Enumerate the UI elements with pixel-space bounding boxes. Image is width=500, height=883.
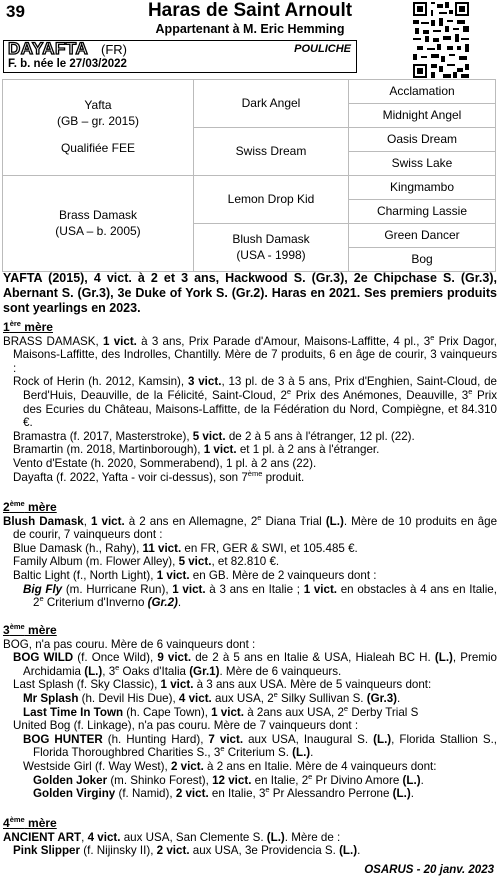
list-item: Family Album (m. Flower Alley), 5 vict., et 82.810 €. [13, 555, 280, 569]
list-item: BOG WILD (f. Once Wild), 9 vict. de 2 à 5 ans en Italie & USA, Hialeah BC H. (L.), Premio Archidamia (L.), 3e Oaks d'Italia (Gr.1). Mère de 6 vainqueurs. [13, 651, 497, 678]
pedigree-ss-sire: Acclamation [349, 80, 496, 104]
pedigree-sire-dam: Swiss Dream [194, 128, 349, 176]
horse-sex: POULICHE [294, 43, 351, 55]
second-dam-section [3, 501, 497, 610]
horse-country: (FR) [101, 42, 127, 57]
list-item: Baltic Light (f., North Light), 1 vict. en GB. Mère de 2 vainqueurs dont : [13, 568, 377, 582]
list-item: Bramastra (f. 2017, Masterstroke), 5 vict. de 2 à 5 ans à l'étranger, 12 pl. (22). [13, 429, 415, 443]
list-item: Bramartin (m. 2018, Martinborough), 1 vict. et 1 pl. à 2 ans à l'étranger. [13, 443, 380, 457]
pedigree-sire-sire: Dark Angel [194, 80, 349, 128]
first-dam-section [3, 321, 497, 484]
list-item: Blue Damask (h., Rahy), 11 vict. en FR, GER & SWI, et 105.485 €. [13, 541, 358, 555]
owner-line: Appartenant à M. Eric Hemming [155, 22, 345, 36]
list-item: Vento d'Estate (h. 2020, Sommerabend), 1 pl. à 2 ans (22). [13, 456, 317, 470]
pedigree-sd-dam: Swiss Lake [349, 152, 496, 176]
section-heading: 3ème mère [3, 622, 57, 637]
section-heading: 2ème mère [3, 499, 57, 514]
horse-name: DAYAFTA [8, 39, 89, 58]
pedigree-ds-dam: Charming Lassie [349, 200, 496, 224]
third-dam-section [3, 624, 497, 801]
birth-line: F. b. née le 27/03/2022 [8, 58, 127, 70]
pedigree-dd-dam: Bog [349, 248, 496, 272]
list-item: United Bog (f. Linkage), n'a pas couru. Mère de 7 vainqueurs dont : [13, 719, 359, 733]
list-item: Big Fly (m. Hurricane Run), 1 vict. à 3 ans en Italie ; 1 vict. en obstacles à 4 ans en Italie, 2e Criterium d'Inverno (Gr.2). [23, 582, 497, 610]
pedigree-ds-sire: Kingmambo [349, 176, 496, 200]
stud-name: Haras de Saint Arnoult [147, 0, 353, 21]
list-item: Last Time In Town (h. Cape Town), 1 vict. à 2ans aux USA, 2e Derby Trial S [23, 703, 419, 719]
footer-credit: OSARUS - 20 janv. 2023 [364, 864, 494, 876]
lot-number: 39 [6, 2, 25, 21]
horse-name-box [3, 40, 357, 73]
pedigree-dam: Brass Damask (USA – b. 2005) [3, 176, 194, 272]
fourth-dam-section [3, 817, 497, 858]
list-item: BRASS DAMASK, 1 vict. à 3 ans, Prix Parade d'Amour, Maisons-Laffitte, 4 pl., 3e Prix Dagor, Maisons-Laffitte, des Indrolles, Chantilly. Mère de 7 produits, 6 en âge de courir, 3 vainqueurs : [3, 332, 497, 375]
list-item: Rock of Herin (h. 2012, Kamsin), 3 vict., 13 pl. de 3 à 5 ans, Prix d'Enghien, Saint-Cloud, de Berd'Huis, Deauville, de la Félicité, Saint-Cloud, 2e Prix des Anémones, Deauville, 3e Prix des Ecuries du Château, Maisons-Laffitte, de la Fédération du Nord, Compiègne, et 84.310 €. [13, 375, 497, 430]
pedigree-dd-sire: Green Dancer [349, 224, 496, 248]
list-item: ANCIENT ART, 4 vict. aux USA, San Clemente S. (L.). Mère de : [3, 830, 341, 844]
list-item: Mr Splash (h. Devil His Due), 4 vict. aux USA, 2e Silky Sullivan S. (Gr.3). [23, 690, 401, 705]
list-item: Westside Girl (f. Way West), 2 vict. à 2 ans en Italie. Mère de 4 vainqueurs dont: [23, 759, 437, 773]
list-item: Golden Virginy (f. Namid), 2 vict. en Italie, 3e Pr Alessandro Perrone (L.). [33, 785, 414, 801]
list-item: BOG HUNTER (h. Hunting Hard), 7 vict. aux USA, Inaugural S. (L.), Florida Stallion S., Florida Thoroughbred Charities S., 3e Criterium S. (L.). [23, 732, 498, 760]
pedigree-sd-sire: Oasis Dream [349, 128, 496, 152]
list-item: Dayafta (f. 2022, Yafta - voir ci-dessus), son 7ème produit. [13, 468, 305, 484]
list-item: Pink Slipper (f. Nijinsky II), 2 vict. aux USA, 3e Providencia S. (L.). [13, 844, 361, 858]
pedigree-dam-dam: Blush Damask (USA - 1998) [194, 224, 349, 272]
section-heading: 4ème mère [3, 815, 57, 830]
pedigree-sire: Yafta (GB – gr. 2015) Qualifiée FEE [3, 80, 194, 176]
section-heading: 1ère mère [3, 319, 53, 334]
list-item: Blush Damask, 1 vict. à 2 ans en Allemagne, 2e Diana Trial (L.). Mère de 10 produits en âge de courir, 7 vainqueurs dont : [3, 512, 498, 542]
list-item: Last Splash (f. Sky Classic), 1 vict. à 3 ans aux USA. Mère de 5 vainqueurs dont: [13, 678, 432, 692]
list-item: Golden Joker (m. Shinko Forest), 12 vict. en Italie, 2e Pr Divino Amore (L.). [33, 771, 424, 787]
list-item: BOG, n'a pas couru. Mère de 6 vainqueurs dont : [3, 637, 256, 651]
pedigree-ss-dam: Midnight Angel [349, 104, 496, 128]
qr-code-icon [413, 2, 469, 78]
pedigree-table [2, 79, 496, 272]
sire-summary: YAFTA (2015), 4 vict. à 2 et 3 ans, Hackwood S. (Gr.3), 2e Chipchase S. (Gr.3), Abernant S. (Gr.3), 3e Duke of York S. (Gr.2). Haras en 2021. Ses premiers produits sont yearlings en 2023. [3, 271, 497, 315]
pedigree-dam-sire: Lemon Drop Kid [194, 176, 349, 224]
